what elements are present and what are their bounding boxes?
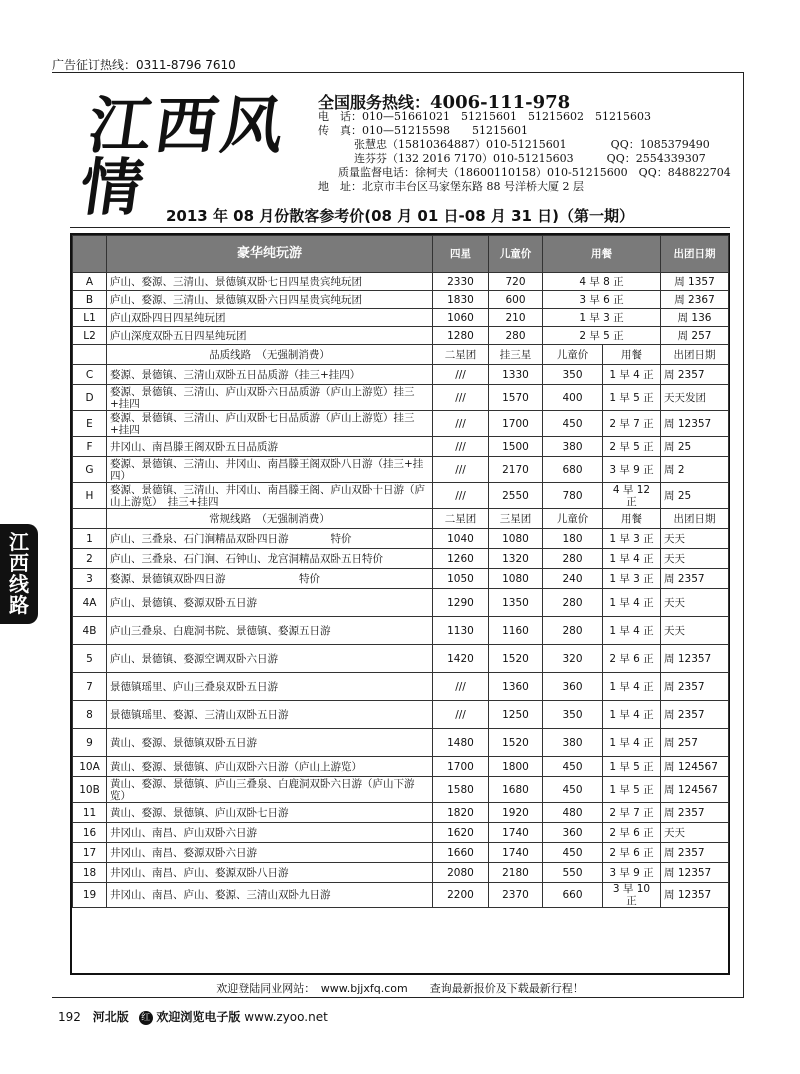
price-col-1: ///	[433, 365, 489, 385]
meal: 1 早 5 正	[603, 385, 661, 411]
route-code: 18	[73, 863, 107, 883]
price-col-2: 1680	[489, 777, 543, 803]
departure-date: 周 1357	[661, 273, 729, 291]
departure-date: 周 2367	[661, 291, 729, 309]
e-edition-text: 欢迎浏览电子版	[156, 1010, 241, 1024]
departure-date: 天天	[661, 617, 729, 645]
route-code: 2	[73, 549, 107, 569]
route-code: 9	[73, 729, 107, 757]
section3-header-col: 出团日期	[661, 509, 729, 529]
meal: 3 早 10 正	[603, 883, 661, 908]
price-child: 280	[543, 549, 603, 569]
price-child: 350	[543, 365, 603, 385]
meal: 2 早 7 正	[603, 411, 661, 437]
route-name: 黄山、婺源、景德镇、庐山双卧六日游（庐山上游览）	[107, 757, 433, 777]
meal: 1 早 5 正	[603, 777, 661, 803]
price-child: 680	[543, 457, 603, 483]
price-col-1: 1040	[433, 529, 489, 549]
price-child: 400	[543, 385, 603, 411]
departure-date: 天天发团	[661, 385, 729, 411]
table-row	[73, 385, 729, 411]
price-col-2: 1330	[489, 365, 543, 385]
price-child: 480	[543, 803, 603, 823]
meal: 2 早 5 正	[543, 327, 661, 345]
route-name: 庐山三叠泉、白鹿洞书院、景德镇、婺源五日游	[107, 617, 433, 645]
section1-header-child: 儿童价	[489, 236, 543, 273]
route-name: 黄山、婺源、景德镇、庐山双卧七日游	[107, 803, 433, 823]
price-col-1: 1620	[433, 823, 489, 843]
price-col-1: 1260	[433, 549, 489, 569]
meal: 1 早 4 正	[603, 617, 661, 645]
departure-date: 周 12357	[661, 645, 729, 673]
price-col-1: 1420	[433, 645, 489, 673]
route-code: 4B	[73, 617, 107, 645]
departure-date: 天天	[661, 823, 729, 843]
price-col-1: ///	[433, 457, 489, 483]
price-col-1: 1660	[433, 843, 489, 863]
table-row	[73, 411, 729, 437]
departure-date: 周 2357	[661, 701, 729, 729]
route-name: 井冈山、南昌、婺源双卧六日游	[107, 843, 433, 863]
price-col-2: 1700	[489, 411, 543, 437]
footer-website-line: 欢迎登陆同业网站： www.bjjxfq.com 查询最新报价及下载最新行程！	[216, 982, 584, 995]
route-code: 17	[73, 843, 107, 863]
departure-date: 周 2357	[661, 569, 729, 589]
price-col-2: 2170	[489, 457, 543, 483]
price-child: 550	[543, 863, 603, 883]
price-child: 280	[543, 589, 603, 617]
price-col-2: 1250	[489, 701, 543, 729]
section2-header-col: 挂三星	[489, 345, 543, 365]
route-name: 庐山深度双卧五日四星纯玩团	[107, 327, 433, 345]
hotline-number: 4006-111-978	[430, 92, 571, 113]
departure-date: 天天	[661, 549, 729, 569]
table-row	[73, 729, 729, 757]
route-name: 景德镇瑶里、婺源、三清山双卧五日游	[107, 701, 433, 729]
price-child: 180	[543, 529, 603, 549]
route-code: A	[73, 273, 107, 291]
price-table-box	[70, 233, 730, 975]
page-number: 192	[58, 1010, 81, 1024]
section3-header	[73, 509, 729, 529]
price-star4: 1280	[433, 327, 489, 345]
contact-person-1: 张慧忠（15810364887）010-51215601 QQ：1085379490	[354, 138, 710, 151]
price-table	[72, 235, 729, 908]
phone-line: 电 话：010—51661021 51215601 51215602 51215603	[318, 110, 651, 123]
route-code: D	[73, 385, 107, 411]
section1-header-star4: 四星	[433, 236, 489, 273]
section1-header	[73, 236, 729, 273]
price-star4: 1060	[433, 309, 489, 327]
route-code: 8	[73, 701, 107, 729]
price-col-1: ///	[433, 673, 489, 701]
price-child: 720	[489, 273, 543, 291]
route-name: 庐山、三叠泉、石门涧精品双卧四日游 特价	[107, 529, 433, 549]
table-row	[73, 549, 729, 569]
section1-header-meal: 用餐	[543, 236, 661, 273]
price-col-1: 2200	[433, 883, 489, 908]
section3-header-col: 儿童价	[543, 509, 603, 529]
route-code: F	[73, 437, 107, 457]
price-child: 320	[543, 645, 603, 673]
table-row	[73, 327, 729, 345]
price-star4: 1830	[433, 291, 489, 309]
period-rule	[70, 227, 730, 228]
meal: 3 早 6 正	[543, 291, 661, 309]
route-code: C	[73, 365, 107, 385]
table-row	[73, 843, 729, 863]
table-row	[73, 757, 729, 777]
price-child: 240	[543, 569, 603, 589]
route-name: 庐山、婺源、三清山、景德镇双卧六日四星贵宾纯玩团	[107, 291, 433, 309]
brand-badge: 红	[139, 1011, 153, 1025]
meal: 2 早 5 正	[603, 437, 661, 457]
price-col-1: 1480	[433, 729, 489, 757]
route-code: 4A	[73, 589, 107, 617]
price-col-1: 1580	[433, 777, 489, 803]
route-code: E	[73, 411, 107, 437]
website-link[interactable]: www.zyoo.net	[244, 1010, 328, 1024]
route-code: 7	[73, 673, 107, 701]
price-child: 450	[543, 757, 603, 777]
section3-header-col: 用餐	[603, 509, 661, 529]
price-child: 600	[489, 291, 543, 309]
top-rule	[52, 72, 744, 73]
table-row	[73, 309, 729, 327]
meal: 1 早 3 正	[543, 309, 661, 327]
section3-title: 常规线路 （无强制消费）	[107, 509, 433, 529]
route-name: 庐山、婺源、三清山、景德镇双卧七日四星贵宾纯玩团	[107, 273, 433, 291]
route-code: 5	[73, 645, 107, 673]
price-col-1: ///	[433, 385, 489, 411]
meal: 2 早 7 正	[603, 803, 661, 823]
table-row	[73, 701, 729, 729]
route-code: 10B	[73, 777, 107, 803]
route-name: 婺源、景德镇双卧四日游 特价	[107, 569, 433, 589]
meal: 1 早 3 正	[603, 529, 661, 549]
table-row	[73, 645, 729, 673]
departure-date: 周 2357	[661, 365, 729, 385]
price-col-2: 1500	[489, 437, 543, 457]
meal: 1 早 4 正	[603, 589, 661, 617]
meal: 2 早 6 正	[603, 823, 661, 843]
table-row	[73, 365, 729, 385]
price-col-2: 2370	[489, 883, 543, 908]
price-col-1: 1050	[433, 569, 489, 589]
table-row	[73, 863, 729, 883]
departure-date: 周 136	[661, 309, 729, 327]
meal: 1 早 4 正	[603, 701, 661, 729]
route-code: 11	[73, 803, 107, 823]
table-row	[73, 823, 729, 843]
period-title: 2013 年 08 月份散客参考价(08 月 01 日-08 月 31 日)（第一期）	[165, 207, 635, 225]
price-child: 360	[543, 673, 603, 701]
price-child: 210	[489, 309, 543, 327]
route-code: B	[73, 291, 107, 309]
side-tab-text: 江西线路	[9, 530, 29, 617]
meal: 1 早 4 正	[603, 549, 661, 569]
route-name: 婺源、景德镇、三清山、庐山双卧七日品质游（庐山上游览）挂三+挂四	[107, 411, 433, 437]
table-row	[73, 673, 729, 701]
price-child: 660	[543, 883, 603, 908]
contact-person-2: 连芬芬（132 2016 7170）010-51215603 QQ：2554339307	[354, 152, 706, 165]
table-row	[73, 569, 729, 589]
table-row	[73, 803, 729, 823]
meal: 3 早 9 正	[603, 457, 661, 483]
route-code: H	[73, 483, 107, 509]
meal: 1 早 3 正	[603, 569, 661, 589]
price-col-2: 1740	[489, 843, 543, 863]
route-code: L1	[73, 309, 107, 327]
price-child: 380	[543, 437, 603, 457]
route-name: 婺源、景德镇、三清山、井冈山、南昌滕王阁双卧八日游（挂三+挂四）	[107, 457, 433, 483]
table-row	[73, 617, 729, 645]
section3-header-col: 二星团	[433, 509, 489, 529]
departure-date: 周 2357	[661, 843, 729, 863]
section2-header-col: 出团日期	[661, 345, 729, 365]
section2-header-col: 儿童价	[543, 345, 603, 365]
section3-header-col: 三星团	[489, 509, 543, 529]
price-child: 450	[543, 777, 603, 803]
table-row	[73, 883, 729, 908]
route-name: 庐山、景德镇、婺源双卧五日游	[107, 589, 433, 617]
price-child: 780	[543, 483, 603, 509]
table-row	[73, 589, 729, 617]
route-name: 黄山、婺源、景德镇、庐山三叠泉、白鹿洞双卧六日游（庐山下游览）	[107, 777, 433, 803]
price-col-2: 2180	[489, 863, 543, 883]
price-col-2: 1350	[489, 589, 543, 617]
right-rule	[743, 72, 744, 998]
section2-header-col: 二星团	[433, 345, 489, 365]
table-row	[73, 777, 729, 803]
table-row	[73, 437, 729, 457]
price-col-2: 2550	[489, 483, 543, 509]
price-col-1: 1700	[433, 757, 489, 777]
price-col-2: 1520	[489, 729, 543, 757]
table-row	[73, 529, 729, 549]
departure-date: 周 257	[661, 327, 729, 345]
table-row	[73, 457, 729, 483]
meal: 2 早 6 正	[603, 843, 661, 863]
logo-text: 江西风情	[75, 89, 293, 224]
meal: 1 早 4 正	[603, 365, 661, 385]
meal: 4 早 12 正	[603, 483, 661, 509]
ad-hotline: 广告征订热线：0311-8796 7610	[52, 58, 236, 72]
price-child: 350	[543, 701, 603, 729]
section2-title: 品质线路 （无强制消费）	[107, 345, 433, 365]
departure-date: 周 25	[661, 437, 729, 457]
departure-date: 周 257	[661, 729, 729, 757]
table-row	[73, 291, 729, 309]
departure-date: 周 12357	[661, 863, 729, 883]
section2-code-header	[73, 345, 107, 365]
departure-date: 周 124567	[661, 777, 729, 803]
fax-line: 传 真：010—51215598 51215601	[318, 124, 528, 137]
departure-date: 周 2357	[661, 803, 729, 823]
side-tab-jiangxi-routes	[0, 524, 38, 624]
bottom-rule	[52, 997, 744, 998]
price-child: 280	[543, 617, 603, 645]
price-col-2: 1740	[489, 823, 543, 843]
route-name: 婺源、景德镇、三清山、庐山双卧六日品质游（庐山上游览）挂三+挂四	[107, 385, 433, 411]
price-col-1: ///	[433, 701, 489, 729]
price-col-1: 1130	[433, 617, 489, 645]
supervisor-line: 质量监督电话：徐柯夫（18600110158）010-51215600 QQ：848822704	[338, 166, 731, 179]
price-col-1: ///	[433, 483, 489, 509]
meal: 1 早 4 正	[603, 729, 661, 757]
price-col-1: 1290	[433, 589, 489, 617]
logo	[75, 89, 325, 224]
route-name: 婺源、景德镇、三清山双卧五日品质游（挂三+挂四）	[107, 365, 433, 385]
route-code: 19	[73, 883, 107, 908]
departure-date: 周 2	[661, 457, 729, 483]
price-col-2: 1520	[489, 645, 543, 673]
departure-date: 周 124567	[661, 757, 729, 777]
hotline-label: 全国服务热线：	[318, 93, 431, 112]
table-row	[73, 483, 729, 509]
meal: 3 早 9 正	[603, 863, 661, 883]
route-name: 婺源、景德镇、三清山、井冈山、南昌滕王阁、庐山双卧十日游（庐山上游览） 挂三+挂四	[107, 483, 433, 509]
route-name: 井冈山、南昌、庐山、婺源、三清山双卧九日游	[107, 883, 433, 908]
route-name: 黄山、婺源、景德镇双卧五日游	[107, 729, 433, 757]
section1-title: 豪华纯玩游	[107, 236, 433, 273]
route-code: 3	[73, 569, 107, 589]
section2-header-col: 用餐	[603, 345, 661, 365]
route-name: 井冈山、南昌滕王阁双卧五日品质游	[107, 437, 433, 457]
route-name: 井冈山、南昌、庐山双卧六日游	[107, 823, 433, 843]
route-code: G	[73, 457, 107, 483]
route-name: 景德镇瑶里、庐山三叠泉双卧五日游	[107, 673, 433, 701]
price-child: 360	[543, 823, 603, 843]
price-col-1: ///	[433, 411, 489, 437]
contact-info	[318, 92, 731, 194]
departure-date: 周 25	[661, 483, 729, 509]
edition-label: 河北版	[92, 1010, 129, 1024]
price-col-2: 1320	[489, 549, 543, 569]
price-col-1: ///	[433, 437, 489, 457]
price-col-2: 1080	[489, 569, 543, 589]
route-code: L2	[73, 327, 107, 345]
section2-header	[73, 345, 729, 365]
section3-code-header	[73, 509, 107, 529]
departure-date: 周 2357	[661, 673, 729, 701]
price-col-2: 1360	[489, 673, 543, 701]
page-footer	[58, 1008, 328, 1025]
route-name: 庐山双卧四日四星纯玩团	[107, 309, 433, 327]
price-col-1: 1820	[433, 803, 489, 823]
route-code: 1	[73, 529, 107, 549]
route-name: 井冈山、南昌、庐山、婺源双卧八日游	[107, 863, 433, 883]
meal: 2 早 6 正	[603, 645, 661, 673]
service-hotline	[318, 92, 731, 113]
departure-date: 天天	[661, 589, 729, 617]
price-star4: 2330	[433, 273, 489, 291]
price-child: 450	[543, 411, 603, 437]
price-child: 280	[489, 327, 543, 345]
departure-date: 周 12357	[661, 411, 729, 437]
meal: 4 早 8 正	[543, 273, 661, 291]
route-name: 庐山、三叠泉、石门涧、石钟山、龙宫洞精品双卧五日特价	[107, 549, 433, 569]
price-col-2: 1920	[489, 803, 543, 823]
departure-date: 周 12357	[661, 883, 729, 908]
section1-header-date: 出团日期	[661, 236, 729, 273]
price-col-1: 2080	[433, 863, 489, 883]
route-code: 10A	[73, 757, 107, 777]
price-col-2: 1160	[489, 617, 543, 645]
price-col-2: 1080	[489, 529, 543, 549]
route-code: 16	[73, 823, 107, 843]
departure-date: 天天	[661, 529, 729, 549]
address-line: 地 址：北京市丰台区马家堡东路 88 号洋桥大厦 2 层	[318, 180, 584, 193]
meal: 1 早 4 正	[603, 673, 661, 701]
section1-code-header	[73, 236, 107, 273]
meal: 1 早 5 正	[603, 757, 661, 777]
route-name: 庐山、景德镇、婺源空调双卧六日游	[107, 645, 433, 673]
price-child: 450	[543, 843, 603, 863]
price-col-2: 1800	[489, 757, 543, 777]
price-child: 380	[543, 729, 603, 757]
price-col-2: 1570	[489, 385, 543, 411]
table-row	[73, 273, 729, 291]
